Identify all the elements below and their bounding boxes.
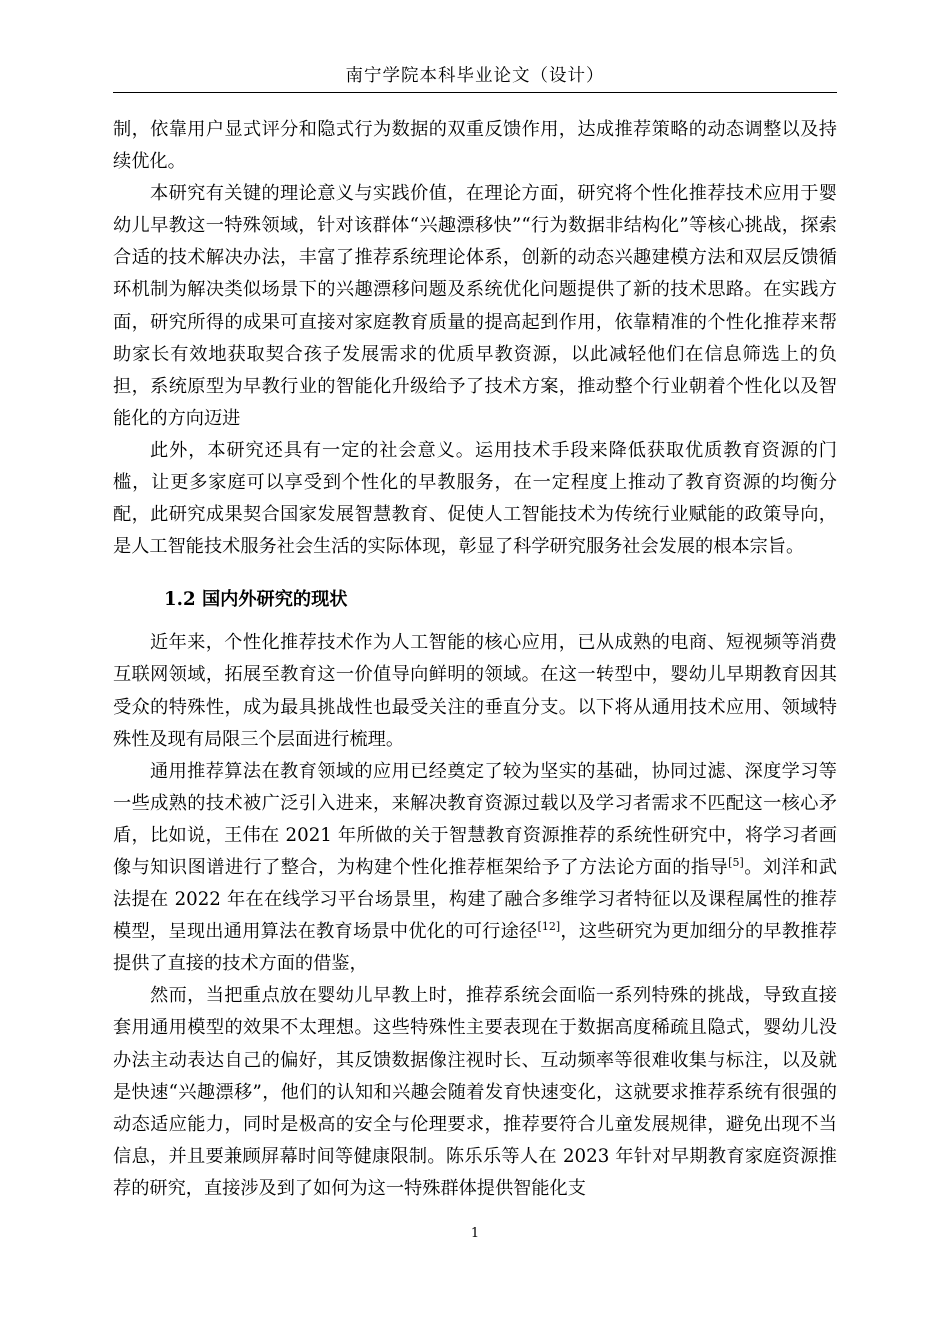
section-heading: 1.2 国内外研究的现状 xyxy=(164,589,348,611)
paragraph-text: ，这些研究为更加细分的早教推荐提供了直接的技术方面的借鉴， xyxy=(113,921,837,975)
header-divider xyxy=(113,92,837,93)
paragraph-significance: 本研究有关键的理论意义与实践价值，在理论方面，研究将个性化推荐技术应用于婴幼儿早教这一特殊领域，针对该群体“兴趣漂移快”“行为数据非结构化”等核心挑战，探索合适的技术解决办法，丰富了推荐系统理论体系，创新的动态兴趣建模方法和双层反馈循环机制为解决类似场景下的兴趣漂移问题及系统优化问题提供了新的技术思路。在实践方面，研究所得的成果可直接对家庭教育质量的提高起到作用，依靠精准的个性化推荐来帮助家长有效地获取契合孩子发展需求的优质早教资源，以此减轻他们在信息筛选上的负担，系统原型为早教行业的智能化升级给予了技术方案，推动整个行业朝着个性化以及智能化的方向迈进 xyxy=(113,183,837,429)
citation-5: [5] xyxy=(728,855,744,869)
paragraph-overview: 近年来，个性化推荐技术作为人工智能的核心应用，已从成熟的电商、短视频等消费互联网领域，拓展至教育这一价值导向鲜明的领域。在这一转型中，婴幼儿早期教育因其受众的特殊性，成为最具挑战性也最受关注的垂直分支。以下将从通用技术应用、领域特殊性及现有局限三个层面进行梳理。 xyxy=(113,632,837,750)
page-number: 1 xyxy=(470,1226,480,1241)
citation-12: [12] xyxy=(537,920,561,934)
body-text xyxy=(113,114,837,1205)
paragraph-general-algorithms xyxy=(113,756,837,981)
running-header: 南宁学院本科毕业论文（设计） xyxy=(345,66,605,86)
paragraph-text: 。刘洋和武法提在 2022 年在在线学习平台场景里，构建了融合多维学习者特征以及课程属性的推荐模型，呈现出通用算法在教育场景中优化的可行途径 xyxy=(113,856,837,943)
paragraph-social-meaning: 此外，本研究还具有一定的社会意义。运用技术手段来降低获取优质教育资源的门槛，让更多家庭可以享受到个性化的早教服务，在一定程度上推动了教育资源的均衡分配，此研究成果契合国家发展智慧教育、促使人工智能技术为传统行业赋能的政策导向，是人工智能技术服务社会生活的实际体现，彰显了科学研究服务社会发展的根本宗旨。 xyxy=(113,439,837,558)
paragraph-text: 通用推荐算法在教育领域的应用已经奠定了较为坚实的基础，协同过滤、深度学习等一些成熟的技术被广泛引入进来，来解决教育资源过载以及学习者需求不匹配这一核心矛盾，比如说，王伟在 2021 年所做的关于智慧教育资源推荐的系统性研究中，将学习者画像与知识图谱进行了整合，为构建个性化推荐框架给予了方法论方面的指导 xyxy=(113,760,837,878)
paragraph-continuation: 制，依靠用户显式评分和隐式行为数据的双重反馈作用，达成推荐策略的动态调整以及持续优化。 xyxy=(113,119,837,173)
paragraph-challenges: 然而，当把重点放在婴幼儿早教上时，推荐系统会面临一系列特殊的挑战，导致直接套用通用模型的效果不太理想。这些特殊性主要表现在于数据高度稀疏且隐式，婴幼儿没办法主动表达自己的偏好，其反馈数据像注视时长、互动频率等很难收集与标注，以及就是快速“兴趣漂移”，他们的认知和兴趣会随着发育快速变化，这就要求推荐系统有很强的动态适应能力，同时是极高的安全与伦理要求，推荐要符合儿童发展规律，避免出现不当信息，并且要兼顾屏幕时间等健康限制。陈乐乐等人在 2023 年针对早期教育家庭资源推荐的研究，直接涉及到了如何为这一特殊群体提供智能化支 xyxy=(113,985,837,1199)
